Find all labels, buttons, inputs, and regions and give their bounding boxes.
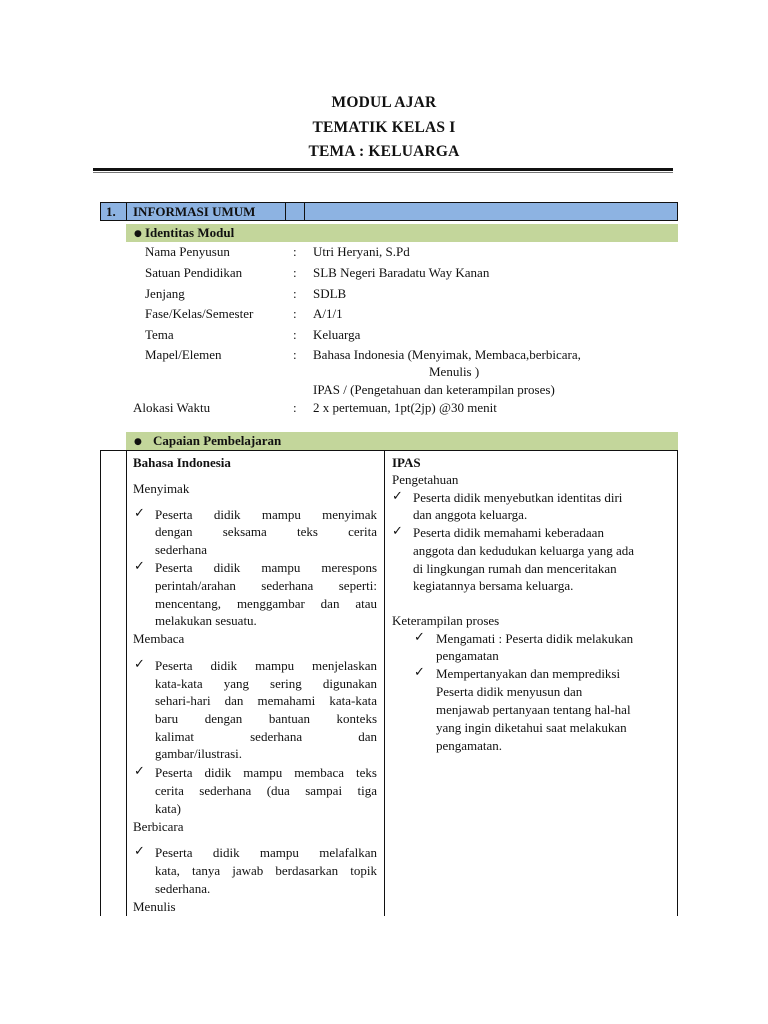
field-value: Bahasa Indonesia (Menyimak, Membaca,berbicara,: [313, 347, 581, 362]
list-item-line: Mempertanyakan dan memprediksi: [436, 666, 621, 681]
list-item-line: kata): [155, 801, 181, 816]
section-number: 1.: [106, 204, 116, 219]
list-item-line: gambar/ilustrasi.: [155, 746, 243, 761]
list-item-line: anggota dan kedudukan keluarga yang ada: [413, 543, 635, 558]
list-item-line: pengamatan.: [436, 738, 503, 753]
list-item-line: Peserta didik mampu membaca teks: [155, 765, 377, 780]
bullet-icon: ●: [134, 229, 142, 239]
subheading-keterampilan: Keterampilan proses: [392, 613, 500, 628]
list-item-line: Peserta didik mampu menjelaskan: [155, 658, 377, 673]
table-border: [677, 450, 678, 916]
list-item-line: sehari-hari dan memahami kata-kata: [155, 693, 377, 708]
capaian-heading: Capaian Pembelajaran: [153, 433, 282, 448]
checkmark-icon: ✓: [392, 524, 403, 539]
field-label: Nama Penyusun: [145, 244, 230, 259]
subheading-berbicara: Berbicara: [133, 819, 184, 834]
list-item-line: dengan seksama teks cerita: [155, 524, 377, 539]
checkmark-icon: ✓: [134, 506, 145, 521]
list-item-line: Peserta didik mampu merespons: [155, 560, 377, 575]
subheading-menulis: Menulis: [133, 899, 176, 914]
identitas-heading: Identitas Modul: [145, 225, 235, 240]
list-item-line: sederhana: [155, 542, 207, 557]
field-sep: :: [293, 244, 297, 259]
left-col-heading: Bahasa Indonesia: [133, 455, 231, 470]
checkmark-icon: ✓: [134, 657, 145, 672]
field-value: A/1/1: [313, 306, 343, 321]
header-divider: [126, 202, 127, 221]
field-value-cont: IPAS / (Pengetahuan dan keterampilan proses): [313, 382, 555, 397]
list-item-line: perintah/arahan sederhana seperti:: [155, 578, 377, 593]
right-col-heading: IPAS: [392, 455, 421, 470]
list-item-line: Peserta didik memahami keberadaan: [413, 525, 604, 540]
section-title: INFORMASI UMUM: [133, 204, 256, 219]
checkmark-icon: ✓: [134, 559, 145, 574]
list-item-line: Peserta didik menyusun dan: [436, 684, 583, 699]
list-item-line: cerita sederhana (dua sampai tiga: [155, 783, 377, 798]
field-sep: :: [293, 286, 297, 301]
list-item-line: melakukan sesuatu.: [155, 613, 257, 628]
list-item-line: pengamatan: [436, 648, 499, 663]
list-item-line: sederhana.: [155, 881, 211, 896]
checkmark-icon: ✓: [134, 764, 145, 779]
field-label: Jenjang: [145, 286, 185, 301]
field-sep: :: [293, 327, 297, 342]
field-label: Fase/Kelas/Semester: [145, 306, 254, 321]
bullet-icon: ●: [134, 437, 142, 447]
checkmark-icon: ✓: [414, 665, 425, 680]
checkmark-icon: ✓: [134, 844, 145, 859]
field-sep: :: [293, 265, 297, 280]
subheading-pengetahuan: Pengetahuan: [392, 472, 459, 487]
field-value: 2 x pertemuan, 1pt(2jp) @30 menit: [313, 400, 497, 415]
list-item-line: di lingkungan rumah dan menceritakan: [413, 561, 617, 576]
field-sep: :: [293, 347, 297, 362]
field-value: Utri Heryani, S.Pd: [313, 244, 410, 259]
list-item-line: Peserta didik menyebutkan identitas diri: [413, 490, 623, 505]
list-item-line: menjawab pertanyaan tentang hal-hal: [436, 702, 631, 717]
field-sep: :: [293, 306, 297, 321]
list-item-line: Peserta didik mampu menyimak: [155, 507, 377, 522]
table-border: [100, 450, 101, 916]
subheading-membaca: Membaca: [133, 631, 185, 646]
subheading-menyimak: Menyimak: [133, 481, 190, 496]
field-label: Satuan Pendidikan: [145, 265, 243, 280]
title-divider-shadow: [93, 172, 673, 173]
title-line-3: TEMA : KELUARGA: [308, 143, 460, 160]
list-item-line: kata, tanya jawab berdasarkan topik: [155, 863, 377, 878]
list-item-line: kata-kata yang sering digunakan: [155, 676, 377, 691]
list-item-line: Mengamati : Peserta didik melakukan: [436, 631, 634, 646]
title-line-2: TEMATIK KELAS I: [312, 119, 456, 136]
list-item-line: kegiatannya bersama keluarga.: [413, 578, 574, 593]
field-value: Keluarga: [313, 327, 361, 342]
field-label: Mapel/Elemen: [145, 347, 222, 362]
list-item-line: baru dengan bantuan konteks: [155, 711, 377, 726]
header-divider: [285, 202, 286, 221]
list-item-line: kalimat sederhana dan: [155, 729, 377, 744]
checkmark-icon: ✓: [392, 489, 403, 504]
list-item-line: mencentang, menggambar dan atau: [155, 596, 377, 611]
table-border: [384, 450, 385, 916]
list-item-line: yang ingin diketahui saat melakukan: [436, 720, 627, 735]
field-value: SDLB: [313, 286, 347, 301]
field-value-cont: Menulis ): [429, 364, 480, 379]
field-label: Tema: [145, 327, 174, 342]
list-item-line: Peserta didik mampu melafalkan: [155, 845, 377, 860]
header-divider: [304, 202, 305, 221]
title-divider: [93, 168, 673, 171]
title-line-1: MODUL AJAR: [331, 94, 437, 111]
table-top-border: [100, 450, 678, 451]
list-item-line: dan anggota keluarga.: [413, 507, 528, 522]
field-label: Alokasi Waktu: [133, 400, 211, 415]
table-border: [126, 450, 127, 916]
field-value: SLB Negeri Baradatu Way Kanan: [313, 265, 490, 280]
checkmark-icon: ✓: [414, 630, 425, 645]
field-sep: :: [293, 400, 297, 415]
